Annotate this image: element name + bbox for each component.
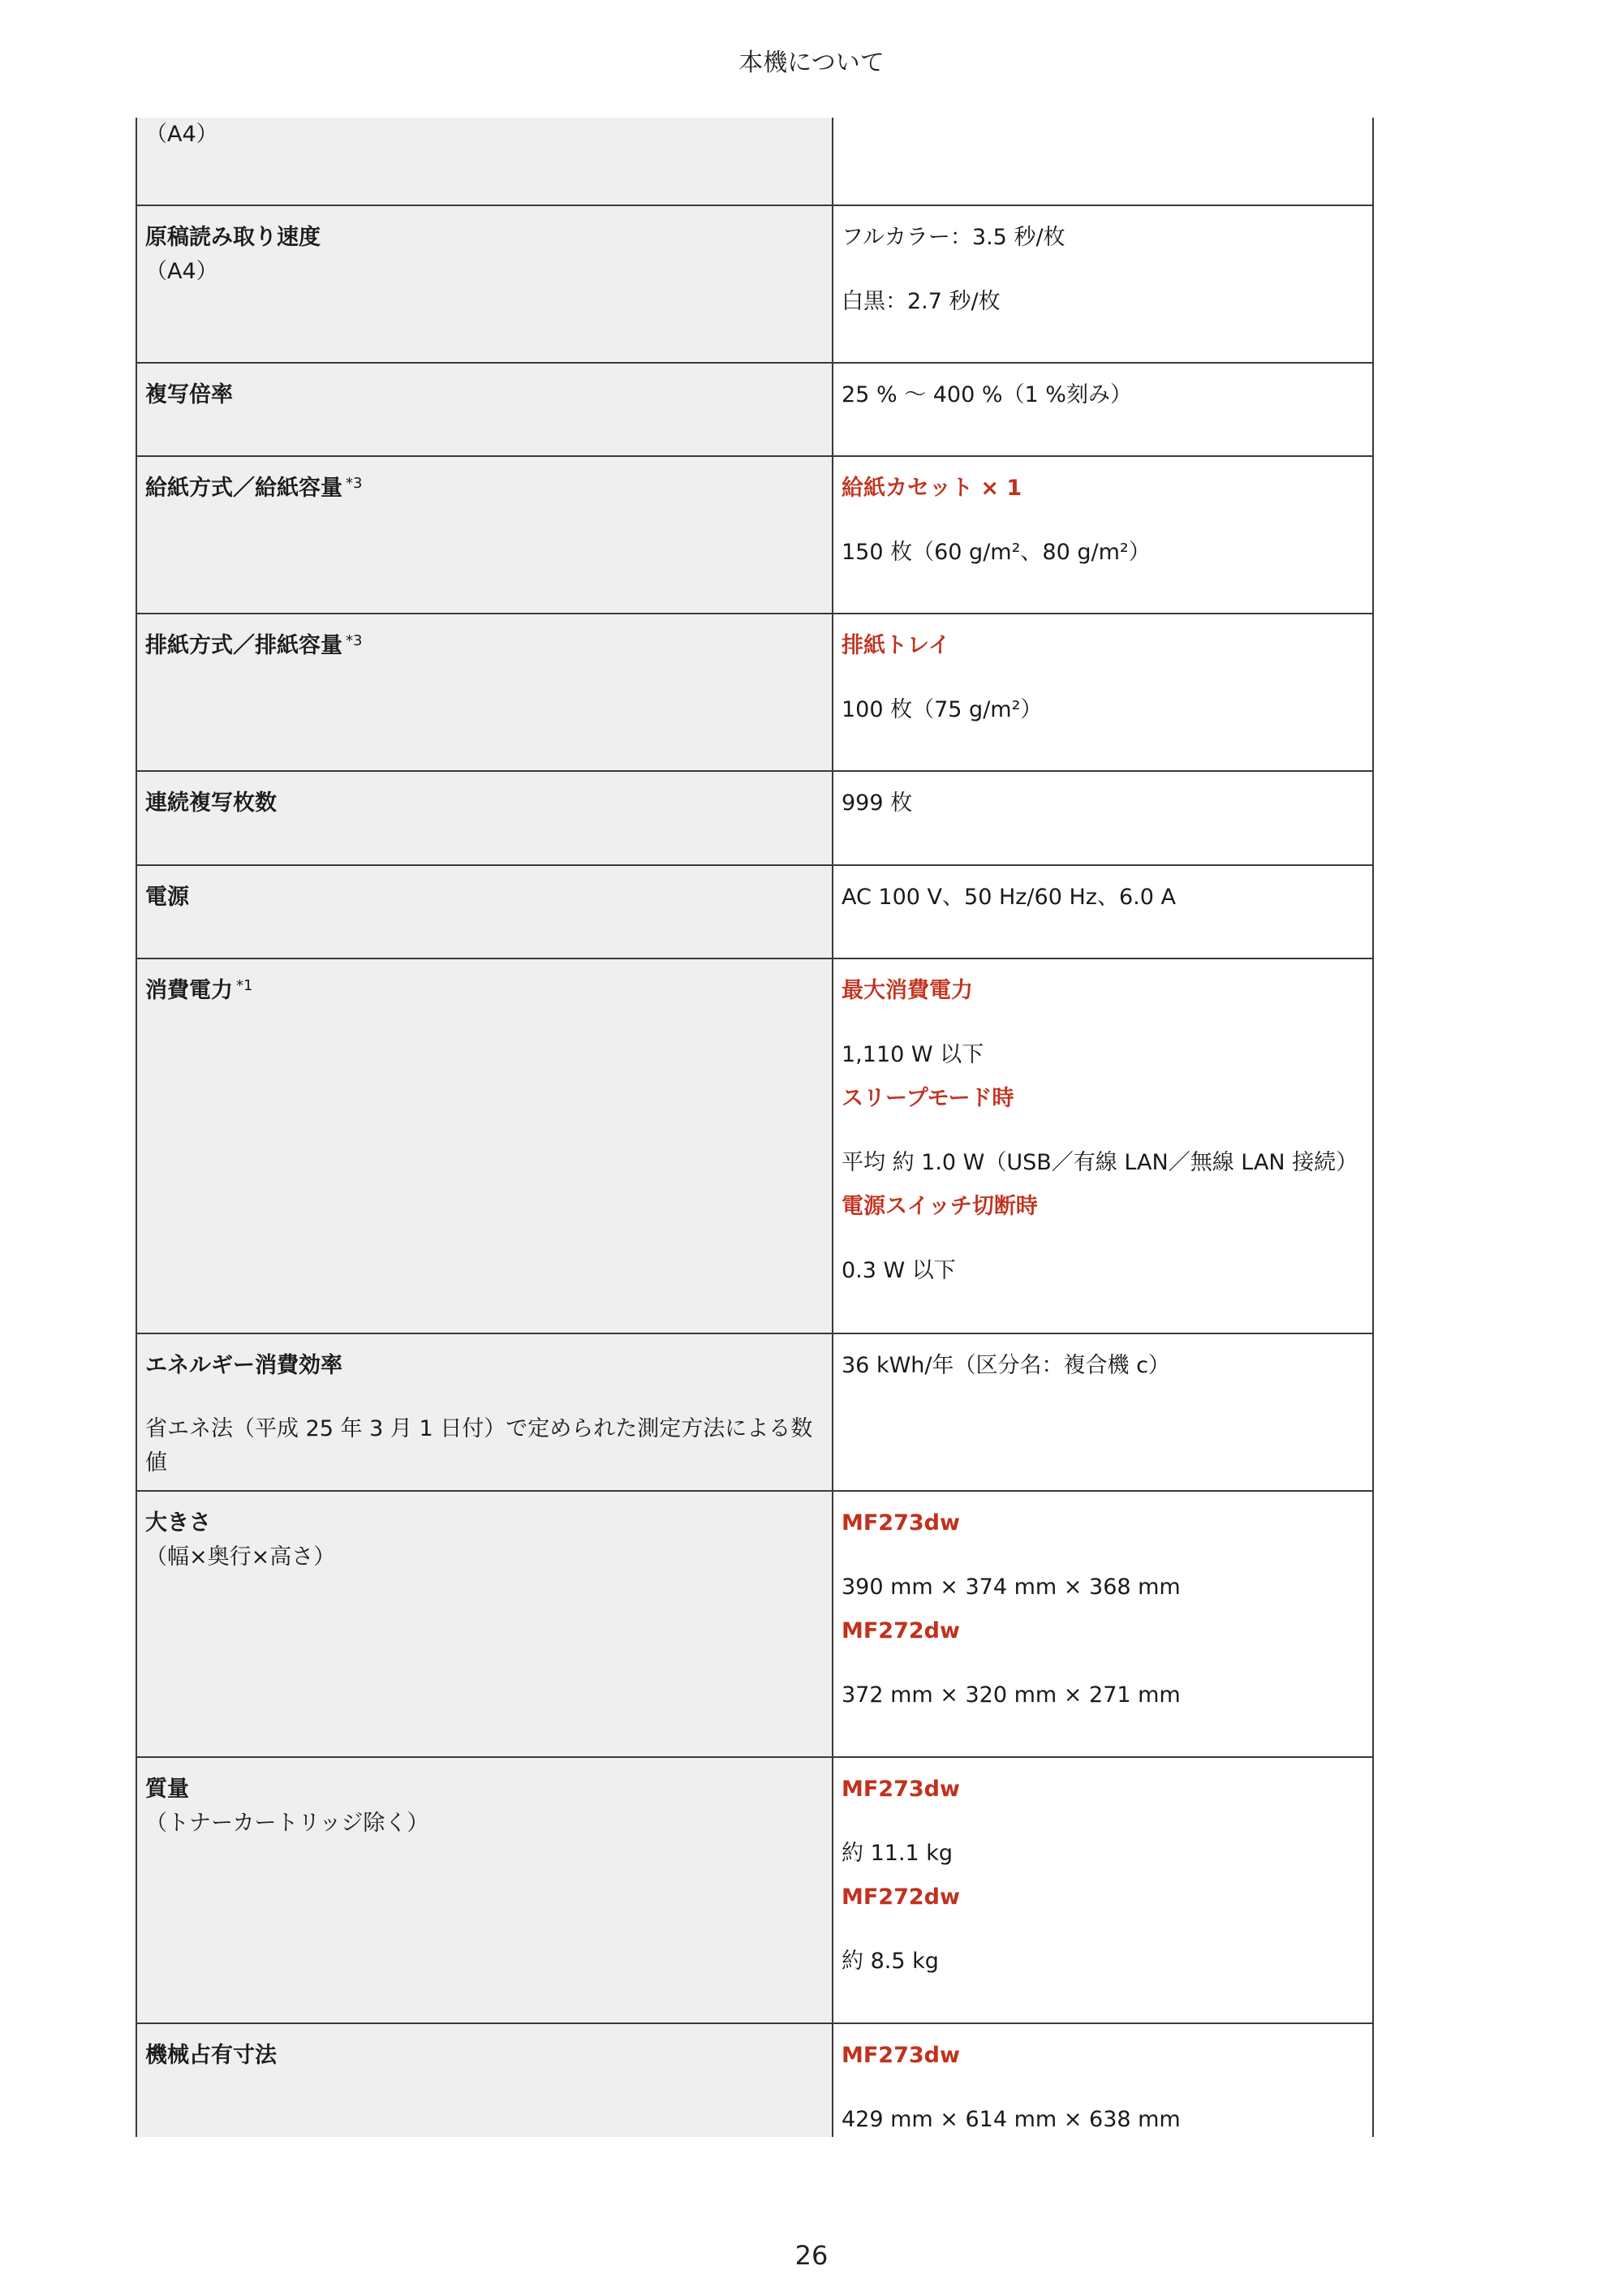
value-heading: MF273dw — [842, 1777, 960, 1802]
label-title: 電源 — [145, 885, 189, 910]
label-note: 省エネ法（平成 25 年 3 月 1 日付）で定められた測定方法による数値 — [145, 1416, 813, 1475]
table-row — [137, 118, 1372, 206]
footnote-marker: *3 — [346, 632, 363, 649]
value-text: 999 枚 — [842, 790, 913, 816]
value-cell — [833, 1492, 1372, 1756]
value-heading: 給紙カセット × 1 — [842, 476, 1022, 501]
value-cell — [833, 364, 1372, 455]
table-row — [137, 2024, 1372, 2137]
table-row — [137, 1492, 1372, 1758]
table-row — [137, 1334, 1372, 1492]
value-text: 約 8.5 kg — [842, 1949, 939, 1974]
label-title: 連続複写枚数 — [145, 790, 277, 816]
value-text: AC 100 V、50 Hz/60 Hz、6.0 A — [842, 885, 1176, 910]
value-text: 0.3 W 以下 — [842, 1258, 956, 1283]
label-title: 機械占有寸法 — [145, 2043, 277, 2068]
table-row — [137, 1758, 1372, 2024]
value-cell — [833, 206, 1372, 362]
value-cell — [833, 2024, 1372, 2137]
value-text: 平均 約 1.0 W（USB／有線 LAN／無線 LAN 接続） — [842, 1150, 1358, 1175]
label-title: 複写倍率 — [145, 382, 233, 407]
label-title: 消費電力 — [145, 978, 233, 1003]
label-sub: （幅×奥行×高さ） — [145, 1544, 336, 1570]
label-cell — [137, 1492, 833, 1756]
table-row — [137, 457, 1372, 614]
table-row — [137, 772, 1372, 866]
value-text: 429 mm × 614 mm × 638 mm — [842, 2107, 1181, 2132]
value-cell — [833, 457, 1372, 613]
label-cell — [137, 118, 833, 205]
label-title: 給紙方式／給紙容量 — [145, 476, 342, 501]
label-cell — [137, 457, 833, 613]
value-cell — [833, 614, 1372, 770]
value-heading: スリープモード時 — [842, 1086, 1014, 1111]
page-number: 26 — [794, 2240, 829, 2271]
table-row — [137, 206, 1372, 364]
label-title: エネルギー消費効率 — [145, 1353, 342, 1378]
value-text: 150 枚（60 g/m²、80 g/m²） — [842, 540, 1151, 565]
value-text: 約 11.1 kg — [842, 1841, 954, 1866]
value-heading: 電源スイッチ切断時 — [842, 1194, 1038, 1219]
value-cell — [833, 772, 1372, 864]
value-cell — [833, 118, 1372, 205]
value-text: 100 枚（75 g/m²） — [842, 697, 1043, 722]
value-heading: MF272dw — [842, 1885, 960, 1910]
label-cell — [137, 866, 833, 958]
label-sub: （トナーカートリッジ除く） — [145, 1811, 429, 1836]
value-cell — [833, 1334, 1372, 1490]
label-cell — [137, 1758, 833, 2022]
label-title: 排紙方式／排紙容量 — [145, 633, 342, 658]
label-cell — [137, 206, 833, 362]
value-text: 白黒：2.7 秒/枚 — [842, 289, 1001, 314]
value-heading: 最大消費電力 — [842, 978, 973, 1003]
value-heading: MF272dw — [842, 1618, 960, 1643]
footnote-marker: *3 — [346, 475, 363, 492]
label-cell — [137, 2024, 833, 2137]
value-heading: 排紙トレイ — [842, 633, 950, 658]
value-cell — [833, 1758, 1372, 2022]
label-cell — [137, 1334, 833, 1490]
footnote-marker: *1 — [236, 977, 253, 994]
table-row — [137, 959, 1372, 1334]
spec-table — [136, 118, 1374, 2137]
label-cell — [137, 614, 833, 770]
value-text: フルカラー：3.5 秒/枚 — [842, 225, 1065, 250]
value-text: 390 mm × 374 mm × 368 mm — [842, 1574, 1181, 1600]
value-cell — [833, 866, 1372, 958]
value-text: 1,110 W 以下 — [842, 1042, 984, 1067]
value-text: 36 kWh/年（区分名：複合機 c） — [842, 1353, 1170, 1378]
value-cell — [833, 959, 1372, 1333]
page-header-title: 本機について — [738, 49, 885, 77]
value-text: 25 % 〜 400 %（1 %刻み） — [842, 382, 1132, 407]
table-row — [137, 866, 1372, 959]
value-heading: MF273dw — [842, 1510, 960, 1536]
value-text: 372 mm × 320 mm × 271 mm — [842, 1682, 1181, 1708]
table-row — [137, 614, 1372, 772]
label-sub: （A4） — [145, 122, 218, 147]
label-cell — [137, 364, 833, 455]
table-row — [137, 364, 1372, 457]
label-title: 質量 — [145, 1777, 189, 1802]
value-heading: MF273dw — [842, 2043, 960, 2068]
label-cell — [137, 772, 833, 864]
label-title: 原稿読み取り速度 — [145, 225, 321, 250]
label-sub: （A4） — [145, 259, 218, 284]
label-title: 大きさ — [145, 1510, 211, 1536]
label-cell — [137, 959, 833, 1333]
